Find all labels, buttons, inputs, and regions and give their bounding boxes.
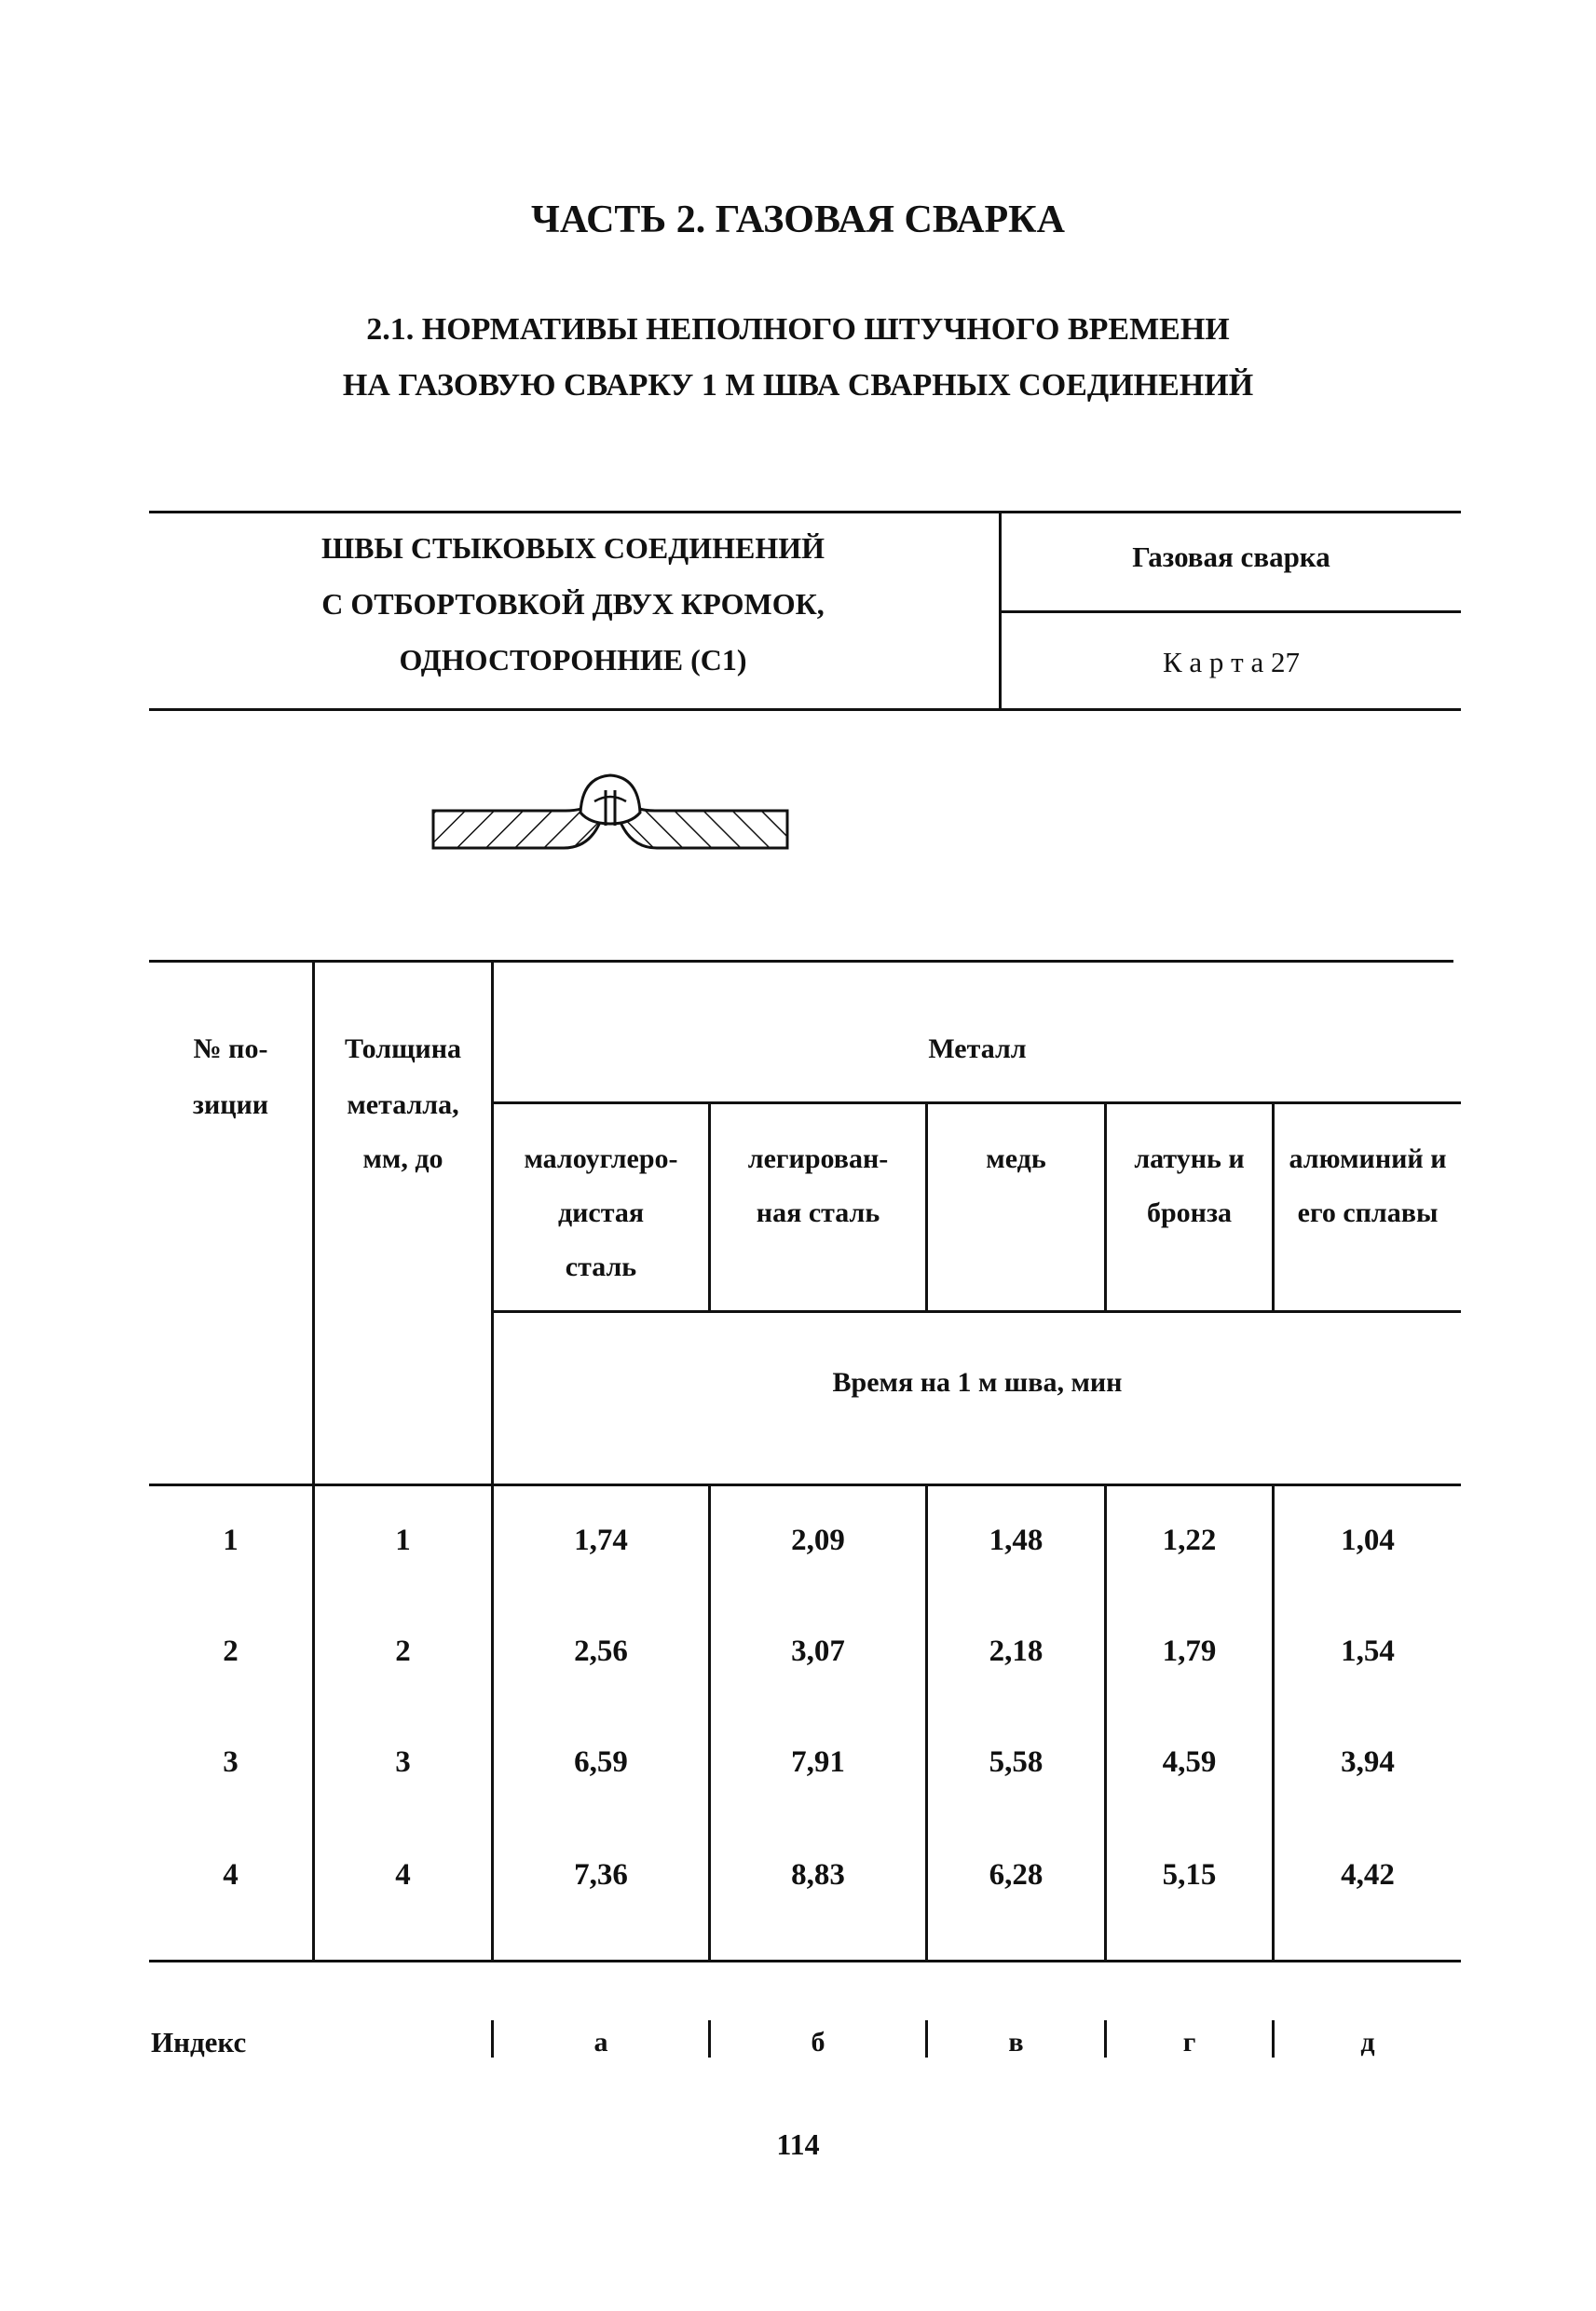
value-cell: 4,59: [1162, 1745, 1217, 1779]
index-cell: д: [1360, 2027, 1375, 2058]
value-cell: 6,59: [574, 1745, 628, 1779]
thickness-cell: 3: [395, 1745, 411, 1779]
value-cell: 5,58: [989, 1745, 1044, 1779]
metal-aluminium-line2: его сплавы: [1297, 1197, 1439, 1228]
metal-group-header: Металл: [928, 1033, 1027, 1064]
value-cell: 6,28: [989, 1858, 1044, 1892]
value-cell: 1,04: [1341, 1524, 1395, 1557]
thickness-cell: 2: [395, 1634, 411, 1668]
value-cell: 1,54: [1341, 1634, 1395, 1668]
metal-brass-line1: латунь и: [1134, 1143, 1245, 1174]
value-cell: 2,18: [989, 1634, 1044, 1668]
col-thickness-line2: металла,: [347, 1089, 459, 1120]
position-cell: 2: [223, 1634, 239, 1668]
joint-type-line1: ШВЫ СТЫКОВЫХ СОЕДИНЕНИЙ: [321, 531, 825, 565]
page-number: 114: [776, 2127, 820, 2161]
metal-carbon-steel-line3: сталь: [565, 1251, 637, 1282]
joint-type-line3: ОДНОСТОРОННИЕ (С1): [399, 643, 747, 677]
value-cell: 5,15: [1162, 1858, 1217, 1892]
col-position-line1: № по-: [193, 1033, 268, 1064]
col-thickness-line1: Толщина: [345, 1033, 461, 1064]
metal-carbon-steel-line1: малоуглеро-: [524, 1143, 678, 1174]
value-cell: 2,09: [791, 1524, 845, 1557]
col-thickness-line3: мм, до: [362, 1143, 443, 1174]
thickness-cell: 4: [395, 1858, 411, 1892]
value-cell: 8,83: [791, 1858, 845, 1892]
index-cell: б: [811, 2027, 825, 2058]
thickness-cell: 1: [395, 1524, 411, 1557]
metal-carbon-steel-line2: дистая: [557, 1197, 645, 1228]
position-cell: 4: [223, 1858, 239, 1892]
part-title: ЧАСТЬ 2. ГАЗОВАЯ СВАРКА: [531, 198, 1065, 241]
weld-joint-drawing: [424, 764, 797, 867]
value-cell: 2,56: [574, 1634, 628, 1668]
col-position-line2: зиции: [192, 1089, 269, 1120]
value-cell: 7,91: [791, 1745, 845, 1779]
value-cell: 3,07: [791, 1634, 845, 1668]
position-cell: 1: [223, 1524, 239, 1557]
metal-alloy-steel-line1: легирован-: [747, 1143, 889, 1174]
value-cell: 3,94: [1341, 1745, 1395, 1779]
process-label: Газовая сварка: [1132, 540, 1330, 573]
index-cell: в: [1008, 2027, 1024, 2058]
section-title-line2: НА ГАЗОВУЮ СВАРКУ 1 М ШВА СВАРНЫХ СОЕДИНЕНИЙ: [342, 368, 1254, 403]
joint-type-line2: С ОТБОРТОВКОЙ ДВУХ КРОМОК,: [321, 587, 825, 621]
value-cell: 1,48: [989, 1524, 1044, 1557]
time-caption: Время на 1 м шва, мин: [832, 1367, 1123, 1398]
value-cell: 1,74: [574, 1524, 628, 1557]
index-cell: г: [1182, 2027, 1196, 2058]
metal-brass-line2: бронза: [1146, 1197, 1233, 1228]
card-number: К а р т а 27: [1163, 646, 1300, 678]
metal-aluminium-line1: алюминий и: [1289, 1143, 1447, 1174]
metal-alloy-steel-line2: ная сталь: [756, 1197, 880, 1228]
index-label: Индекс: [151, 2026, 247, 2058]
value-cell: 1,79: [1162, 1634, 1217, 1668]
value-cell: 1,22: [1162, 1524, 1217, 1557]
section-title-line1: 2.1. НОРМАТИВЫ НЕПОЛНОГО ШТУЧНОГО ВРЕМЕНИ: [366, 312, 1230, 347]
index-cell: а: [593, 2027, 608, 2058]
position-cell: 3: [223, 1745, 239, 1779]
value-cell: 4,42: [1341, 1858, 1395, 1892]
metal-copper: медь: [986, 1143, 1046, 1174]
value-cell: 7,36: [574, 1858, 628, 1892]
